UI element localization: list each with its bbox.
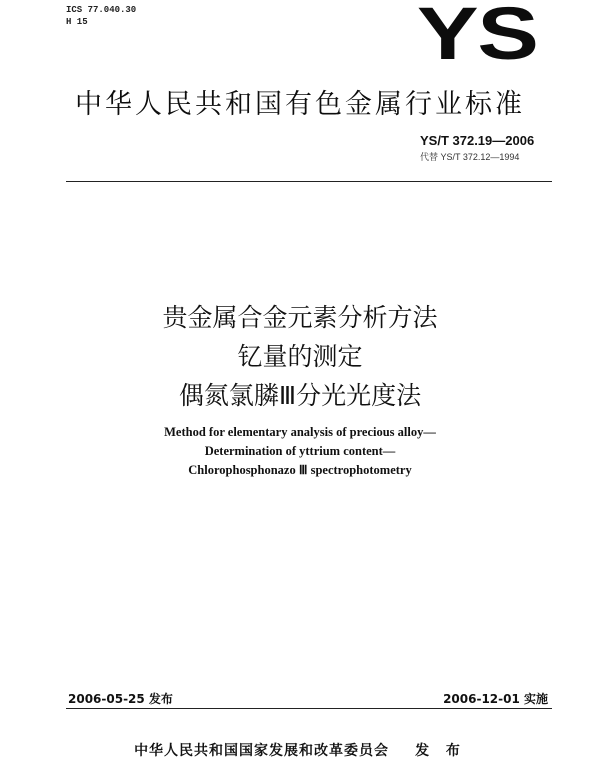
standard-number-block xyxy=(420,133,534,165)
issue-date: 2006-05-25 发布 xyxy=(68,692,173,706)
issuer-name: 中华人民共和国国家发展和改革委员会 xyxy=(134,743,390,759)
issuer-action: 发 布 xyxy=(415,743,466,759)
effective-date: 2006-12-01 实施 xyxy=(443,692,548,706)
english-title-line-3: Chlorophosphonazo Ⅲ spectrophotometry xyxy=(188,463,412,477)
ys-logo: YS xyxy=(417,0,538,75)
ics-code xyxy=(66,4,136,28)
ccs-number: H 15 xyxy=(66,17,88,27)
english-title-line-2: Determination of yttrium content— xyxy=(204,444,396,458)
authority-title: 中华人民共和国有色金属行业标准 xyxy=(75,89,525,120)
chinese-title-line-1: 贵金属合金元素分析方法 xyxy=(162,303,438,332)
chinese-title-line-3: 偶氮氯膦Ⅲ分光光度法 xyxy=(178,381,422,410)
footer-divider xyxy=(66,708,552,709)
english-title xyxy=(0,423,600,480)
ics-number: ICS 77.040.30 xyxy=(66,5,137,15)
header-divider xyxy=(66,181,552,182)
standard-number: YS/T 372.19—2006 xyxy=(420,133,535,148)
chinese-title-line-2: 钇量的测定 xyxy=(237,342,363,371)
replaces-note: 代替 YS/T 372.12—1994 xyxy=(420,152,520,162)
english-title-line-1: Method for elementary analysis of precious alloy— xyxy=(164,425,436,439)
chinese-title xyxy=(0,298,600,415)
issuer-line xyxy=(0,740,600,760)
